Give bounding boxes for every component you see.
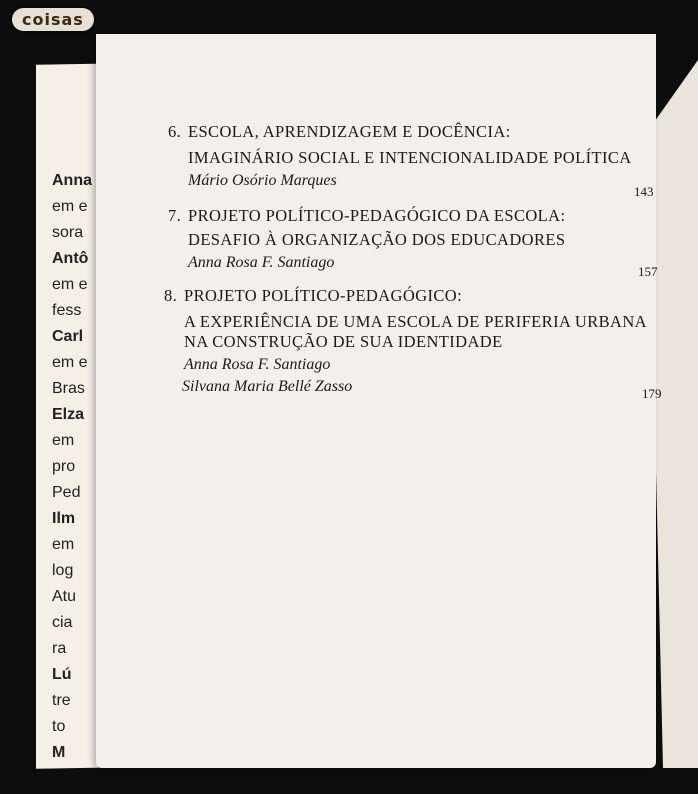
entry-author: Silvana Maria Bellé Zasso [182,378,353,395]
back-fragment: em [52,536,75,553]
back-fragment: log [52,562,74,579]
back-fragment: Bras [52,380,85,397]
back-fragment: Ilm [52,510,76,527]
back-fragment: M [52,744,66,761]
back-fragment: sora [52,224,84,241]
back-fragment: Carl [52,328,84,345]
entry-page-number: 157 [638,264,658,279]
back-fragment: to [52,718,66,735]
entry-title-line: IMAGINÁRIO SOCIAL E INTENCIONALIDADE POLÍTICA [188,148,632,167]
back-fragment: Lú [52,666,72,683]
back-fragment: ra [52,640,67,657]
entry-title-line: DESAFIO À ORGANIZAÇÃO DOS EDUCADORES [188,230,566,249]
entry-author: Anna Rosa F. Santiago [184,356,331,373]
back-fragment: pro [52,458,76,475]
back-fragment: em e [52,276,88,293]
back-fragment: Atu [52,588,77,605]
back-fragment: Ped [52,484,81,501]
back-fragment: fess [52,302,82,319]
back-fragment: Anna [52,172,92,189]
entry-author: Mário Osório Marques [188,172,337,189]
back-fragment: Antô [52,250,89,267]
entry-title-line: PROJETO POLÍTICO-PEDAGÓGICO: [184,286,463,305]
entry-number: 8. [164,286,178,305]
entry-page-number: 179 [642,386,662,401]
entry-title-line: PROJETO POLÍTICO-PEDAGÓGICO DA ESCOLA: [188,206,566,225]
back-fragment: cia [52,614,73,631]
watermark-logo: coisas [12,8,94,31]
entry-title-line: A EXPERIÊNCIA DE UMA ESCOLA DE PERIFERIA URBANA [184,312,647,331]
entry-number: 6. [168,122,182,141]
show-through-text [156,414,676,794]
back-fragment: em [52,432,75,449]
entry-title-line: NA CONSTRUÇÃO DE SUA IDENTIDADE [184,332,503,351]
entry-title-line: ESCOLA, APRENDIZAGEM E DOCÊNCIA: [188,122,511,141]
back-fragment: tre [52,692,71,709]
entry-number: 7. [168,206,182,225]
entry-author: Anna Rosa F. Santiago [188,254,335,271]
contents-page [96,34,662,768]
back-page-text [52,168,92,766]
entry-page-number: 143 [634,184,654,199]
back-fragment: Elza [52,406,85,423]
back-fragment: em e [52,198,88,215]
back-fragment: em e [52,354,88,371]
